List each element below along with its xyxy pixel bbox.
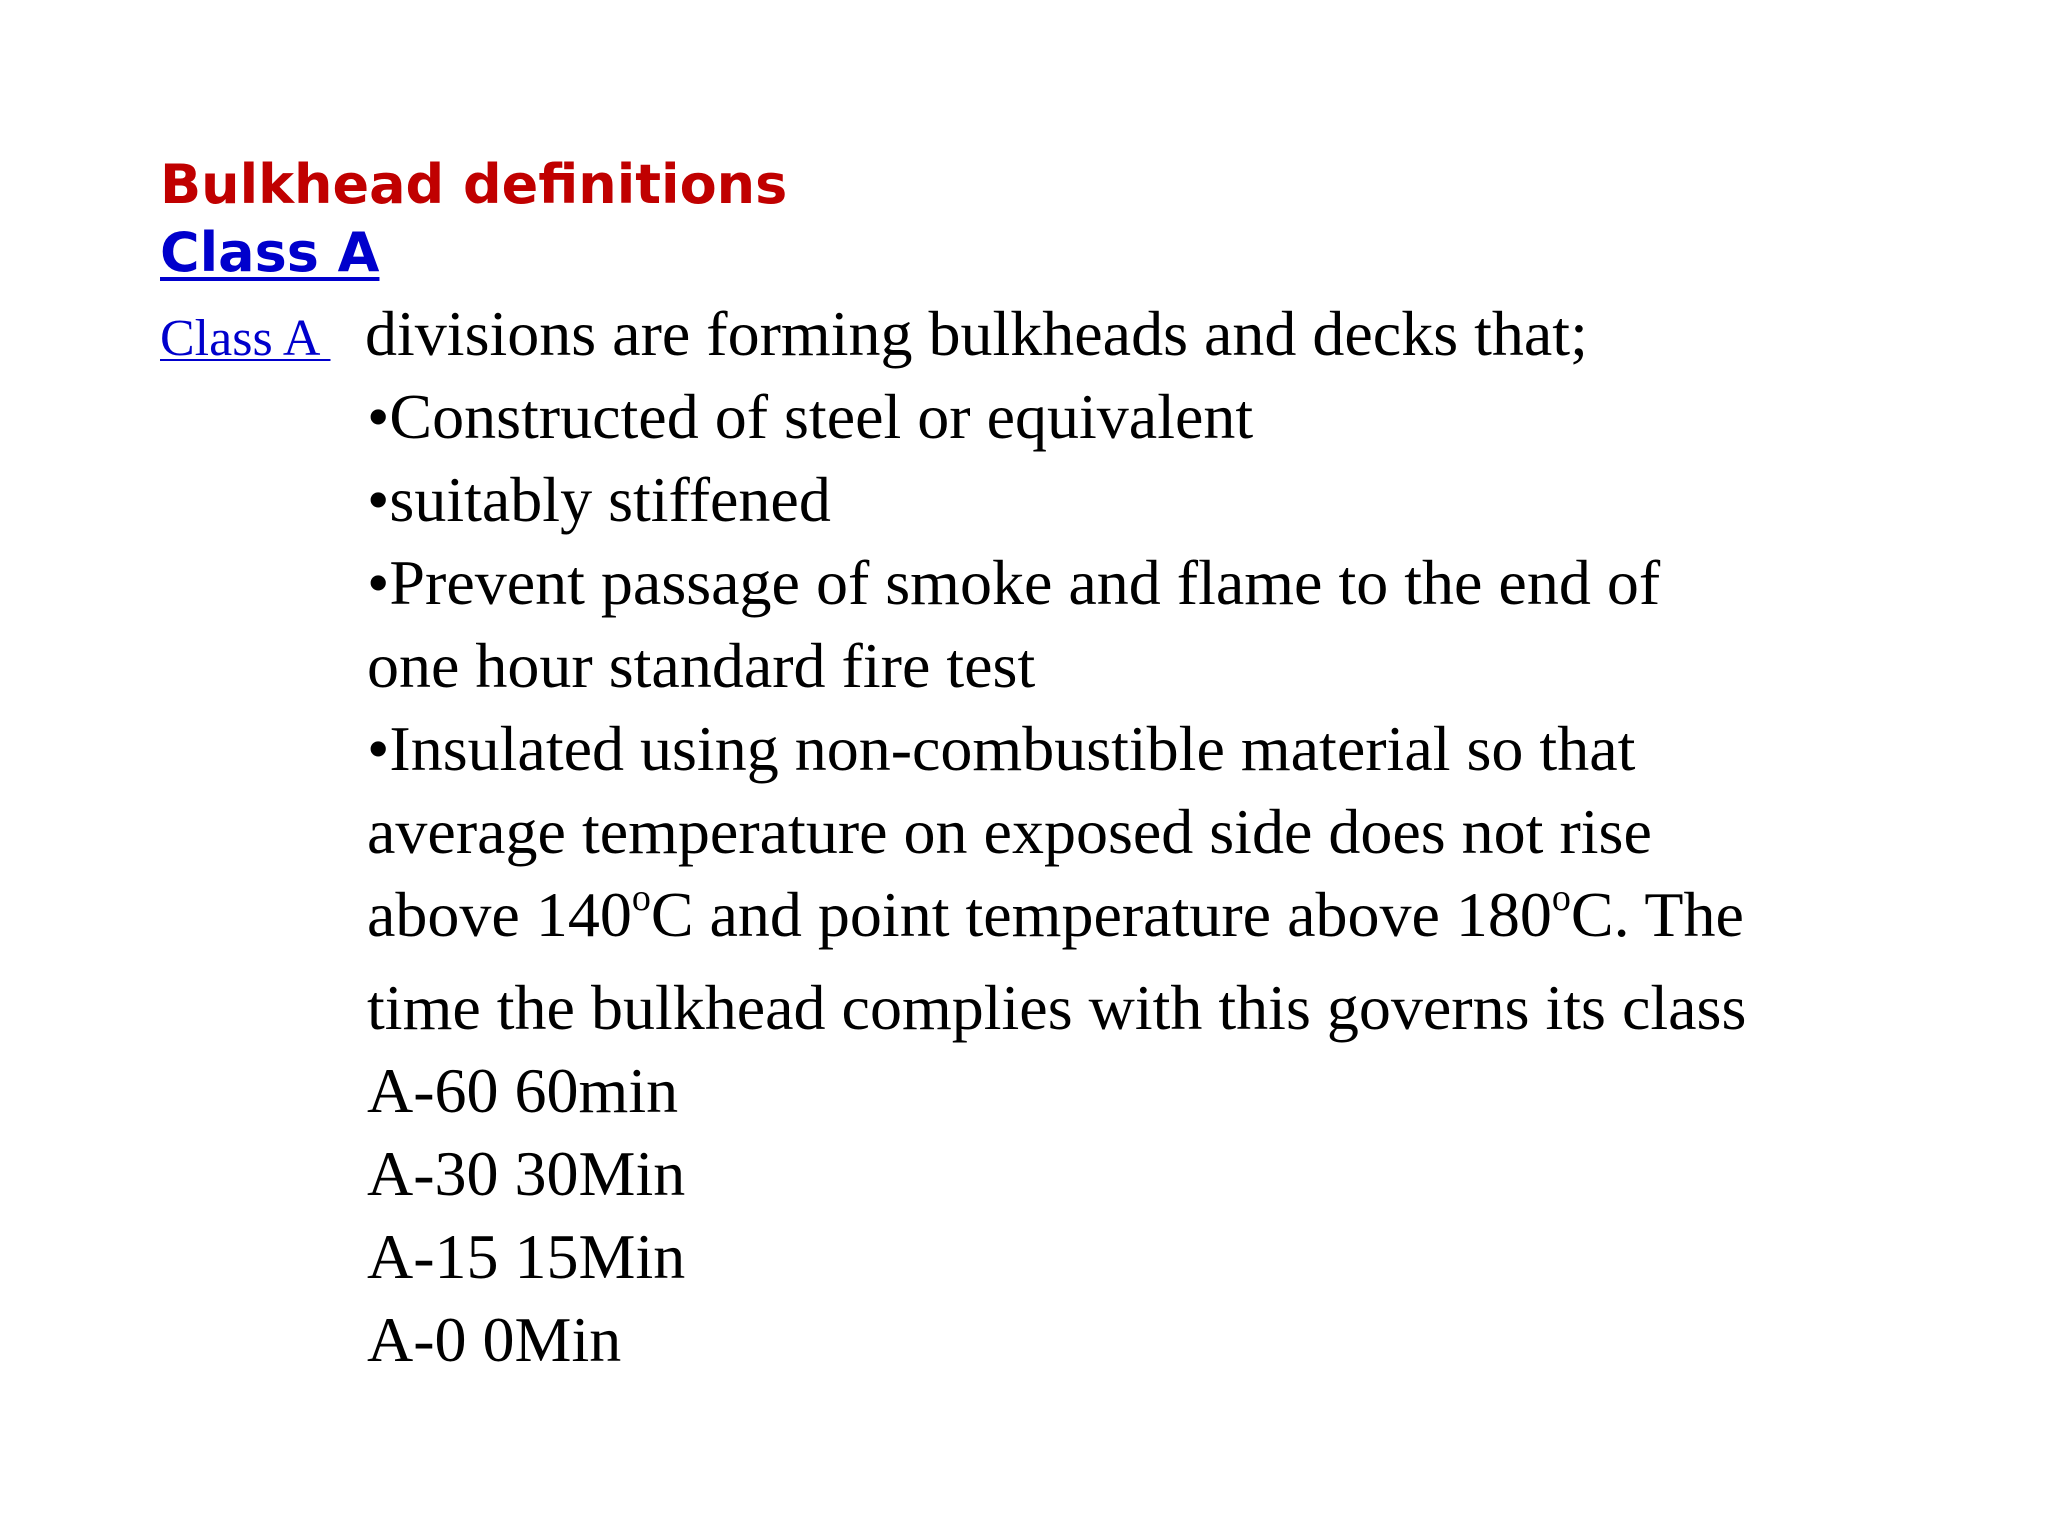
class-item: A-30 30Min xyxy=(367,1138,686,1209)
temperature-line xyxy=(367,873,2007,966)
degree-superscript: o xyxy=(1551,877,1571,919)
page-title: Bulkhead definitions xyxy=(160,153,788,216)
bullet-line: average temperature on exposed side does not rise xyxy=(367,796,1652,867)
class-a-inline-link[interactable]: Class A xyxy=(160,310,331,367)
bullet-line: •Insulated using non-combustible material so that xyxy=(367,713,1636,784)
definition-text xyxy=(367,292,2007,1381)
governs-line: time the bulkhead complies with this governs its class xyxy=(367,972,1747,1043)
temperature-text-2: C and point temperature above 180 xyxy=(650,879,1552,950)
class-item: A-60 60min xyxy=(367,1055,679,1126)
temperature-text-3: C. The xyxy=(1570,879,1744,950)
intro-line: divisions are forming bulkheads and decks that; xyxy=(365,298,1588,369)
bullet-line: •Prevent passage of smoke and flame to the end of xyxy=(367,547,1661,618)
degree-superscript: o xyxy=(631,877,651,919)
bullet-line: •suitably stiffened xyxy=(367,464,831,535)
class-item: A-15 15Min xyxy=(367,1221,686,1292)
class-a-heading-link[interactable]: Class A xyxy=(160,221,380,284)
class-item: A-0 0Min xyxy=(367,1304,622,1375)
bullet-line: •Constructed of steel or equivalent xyxy=(367,381,1254,452)
bullet-line: one hour standard fire test xyxy=(367,630,1036,701)
temperature-text-1: above 140 xyxy=(367,879,632,950)
